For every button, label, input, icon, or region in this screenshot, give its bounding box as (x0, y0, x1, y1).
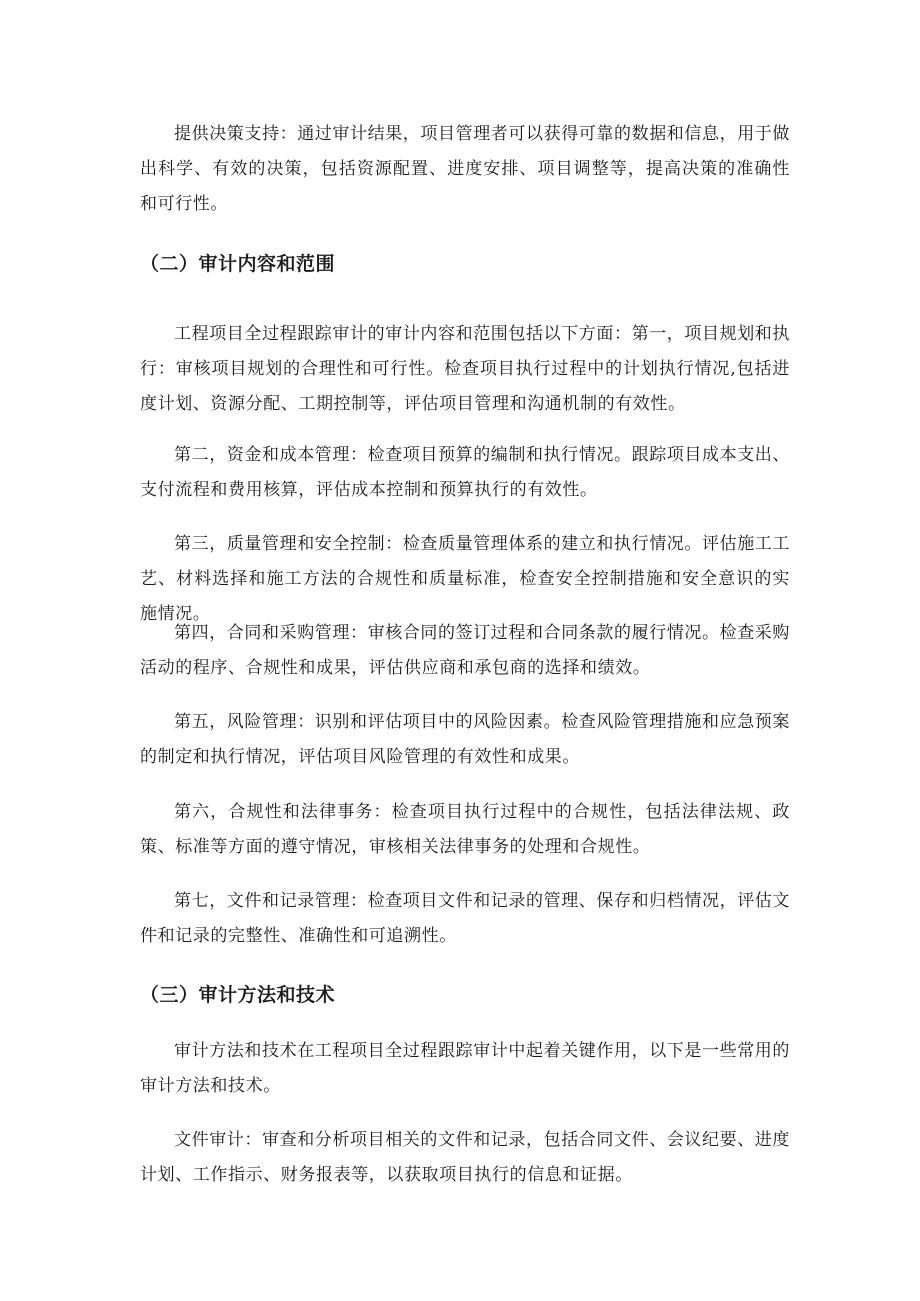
section-3-heading: （三）审计方法和技术 (140, 984, 336, 1006)
section-3-document-audit: 文件审计：审查和分析项目相关的文件和记录，包括合同文件、会议纪要、进度计划、工作指示、财务报表等，以获取项目执行的信息和证据。 (140, 1130, 790, 1185)
section-2-item-6: 第六，合规性和法律事务：检查项目执行过程中的合规性，包括法律法规、政策、标准等方面的遵守情况，审核相关法律事务的处理和合规性。 (140, 802, 790, 857)
section-2-heading: （二）审计内容和范围 (140, 253, 336, 275)
section-2-item-4: 第四，合同和采购管理：审核合同的签订过程和合同条款的履行情况。检查采购活动的程序、合规性和成果，评估供应商和承包商的选择和绩效。 (140, 623, 790, 678)
section-2-item-7: 第七，文件和记录管理：检查项目文件和记录的管理、保存和归档情况，评估文件和记录的完整性、准确性和可追溯性。 (140, 891, 790, 946)
section-2-intro: 工程项目全过程跟踪审计的审计内容和范围包括以下方面：第一，项目规划和执行：审核项目规划的合理性和可行性。检查项目执行过程中的计划执行情况,包括进度计划、资源分配、工期控制等，评估项目管理和沟通机制的有效性。 (140, 324, 790, 414)
paragraph-decision-support: 提供决策支持：通过审计结果，项目管理者可以获得可靠的数据和信息，用于做出科学、有效的决策，包括资源配置、进度安排、项目调整等，提高决策的准确性和可行性。 (140, 124, 790, 214)
section-3-intro: 审计方法和技术在工程项目全过程跟踪审计中起着关键作用，以下是一些常用的审计方法和技术。 (140, 1041, 790, 1096)
section-2-item-3: 第三，质量管理和安全控制：检查质量管理体系的建立和执行情况。评估施工工艺、材料选择和施工方法的合规性和质量标准，检查安全控制措施和安全意识的实施情况。 (140, 534, 790, 624)
section-2-item-5: 第五，风险管理：识别和评估项目中的风险因素。检查风险管理措施和应急预案的制定和执行情况，评估项目风险管理的有效性和成果。 (140, 712, 790, 767)
section-2-item-2: 第二，资金和成本管理：检查项目预算的编制和执行情况。跟踪项目成本支出、支付流程和费用核算，评估成本控制和预算执行的有效性。 (140, 445, 790, 500)
